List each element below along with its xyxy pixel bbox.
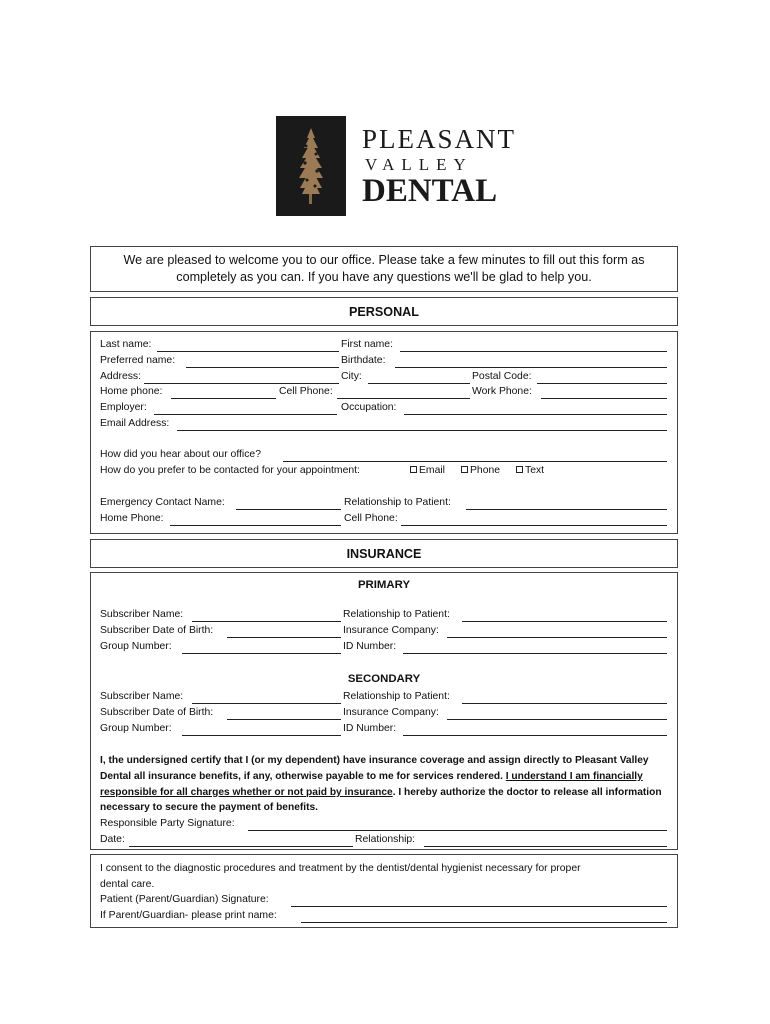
email-address-field[interactable]: [177, 430, 667, 431]
text-option-label: Text: [525, 465, 545, 476]
emergency-home-phone-field[interactable]: [170, 525, 341, 526]
certification-text-1: I, the undersigned certify that I (or my dependent) have insurance coverage and assign directly to Pleasant Valley Dental all insurance benefits, if any, otherwise payable to me for services rendered.: [100, 755, 649, 782]
secondary-group-number-field[interactable]: [182, 735, 341, 736]
secondary-group-number-label: Group Number:: [100, 723, 172, 734]
logo-line-pleasant: PLEASANT: [362, 124, 517, 154]
patient-signature-field[interactable]: [291, 906, 667, 907]
emergency-relationship-field[interactable]: [466, 509, 667, 510]
welcome-line-1: We are pleased to welcome you to our office. Please take a few minutes to fill out this form as: [123, 253, 645, 267]
print-name-field[interactable]: [301, 922, 667, 923]
responsible-signature-label: Responsible Party Signature:: [100, 818, 235, 829]
logo-line-dental: DENTAL: [362, 173, 498, 209]
employer-field[interactable]: [154, 414, 337, 415]
emergency-relationship-label: Relationship to Patient:: [344, 497, 451, 508]
relationship-short-field[interactable]: [424, 846, 667, 847]
last-name-label: Last name:: [100, 339, 152, 350]
phone-checkbox[interactable]: [461, 466, 468, 473]
home-phone-label: Home phone:: [100, 386, 163, 397]
occupation-field[interactable]: [404, 414, 667, 415]
contact-option-phone[interactable]: [461, 464, 500, 478]
consent-section: [90, 854, 678, 928]
preferred-name-label: Preferred name:: [100, 355, 176, 366]
primary-subscriber-dob-label: Subscriber Date of Birth:: [100, 625, 214, 636]
primary-subscriber-name-label: Subscriber Name:: [100, 609, 184, 620]
postal-code-label: Postal Code:: [472, 371, 532, 382]
responsible-signature-field[interactable]: [248, 830, 667, 831]
personal-heading: PERSONAL: [349, 305, 419, 319]
personal-section: [90, 331, 678, 534]
section-heading-insurance: [90, 539, 678, 568]
emergency-cell-phone-field[interactable]: [401, 525, 667, 526]
address-label: Address:: [100, 371, 142, 382]
birthdate-field[interactable]: [395, 367, 667, 368]
secondary-relationship-field[interactable]: [462, 703, 667, 704]
welcome-line-2: completely as you can. If you have any questions we'll be glad to help you.: [176, 270, 592, 284]
city-label: City:: [341, 371, 362, 382]
work-phone-field[interactable]: [541, 398, 667, 399]
home-phone-field[interactable]: [171, 398, 276, 399]
emergency-home-phone-label: Home Phone:: [100, 513, 164, 524]
contact-option-email[interactable]: [410, 464, 445, 478]
certification-text-financial: I understand I am financially responsible for all charges whether or not paid by insurance: [100, 770, 643, 798]
last-name-field[interactable]: [157, 351, 339, 352]
secondary-insurance-company-label: Insurance Company:: [343, 707, 439, 718]
logo-line-valley: VALLEY: [365, 155, 473, 174]
secondary-subscriber-name-label: Subscriber Name:: [100, 691, 184, 702]
contact-preference-label: How do you prefer to be contacted for your appointment:: [100, 465, 360, 476]
hear-about-field[interactable]: [283, 461, 667, 462]
text-checkbox[interactable]: [516, 466, 523, 473]
cell-phone-label: Cell Phone:: [279, 386, 333, 397]
relationship-short-label: Relationship:: [355, 834, 416, 845]
email-option-label: Email: [419, 465, 445, 476]
hear-about-label: How did you hear about our office?: [100, 449, 261, 460]
patient-signature-label: Patient (Parent/Guardian) Signature:: [100, 894, 269, 905]
first-name-label: First name:: [341, 339, 393, 350]
primary-group-number-label: Group Number:: [100, 641, 172, 652]
primary-group-number-field[interactable]: [182, 653, 341, 654]
welcome-message: [90, 246, 678, 292]
city-field[interactable]: [368, 383, 470, 384]
primary-insurance-company-field[interactable]: [447, 637, 667, 638]
birthdate-label: Birthdate:: [341, 355, 386, 366]
cell-phone-field[interactable]: [337, 398, 470, 399]
emergency-contact-label: Emergency Contact Name:: [100, 497, 225, 508]
phone-option-label: Phone: [470, 465, 501, 476]
employer-label: Employer:: [100, 402, 147, 413]
practice-logo: [276, 116, 517, 218]
insurance-section: [90, 572, 678, 850]
email-checkbox[interactable]: [410, 466, 417, 473]
secondary-id-number-field[interactable]: [403, 735, 667, 736]
certification-text-3: . I hereby authorize the doctor to release all information necessary to secure the payment of benefits.: [100, 786, 662, 814]
insurance-certification: [100, 753, 670, 816]
postal-code-field[interactable]: [537, 383, 667, 384]
work-phone-label: Work Phone:: [472, 386, 532, 397]
primary-insurance-company-label: Insurance Company:: [343, 625, 439, 636]
section-heading-personal: [90, 297, 678, 326]
secondary-subscriber-name-field[interactable]: [192, 703, 341, 704]
preferred-name-field[interactable]: [186, 367, 339, 368]
first-name-field[interactable]: [400, 351, 667, 352]
print-name-label: If Parent/Guardian- please print name:: [100, 910, 277, 921]
secondary-subscriber-dob-label: Subscriber Date of Birth:: [100, 707, 214, 718]
consent-text-line-1: I consent to the diagnostic procedures and treatment by the dentist/dental hygienist necessary for proper: [100, 863, 581, 874]
occupation-label: Occupation:: [341, 402, 397, 413]
secondary-relationship-label: Relationship to Patient:: [343, 691, 450, 702]
email-address-label: Email Address:: [100, 418, 170, 429]
contact-option-text[interactable]: [516, 464, 544, 478]
primary-subscriber-name-field[interactable]: [192, 621, 341, 622]
secondary-subscriber-dob-field[interactable]: [227, 719, 341, 720]
date-field[interactable]: [129, 846, 353, 847]
secondary-insurance-company-field[interactable]: [447, 719, 667, 720]
secondary-heading: SECONDARY: [347, 673, 421, 685]
emergency-cell-phone-label: Cell Phone:: [344, 513, 398, 524]
consent-text-line-2: dental care.: [100, 879, 155, 890]
logo-wordmark: [362, 124, 517, 209]
primary-relationship-label: Relationship to Patient:: [343, 609, 450, 620]
date-label: Date:: [100, 834, 125, 845]
primary-relationship-field[interactable]: [462, 621, 667, 622]
primary-subscriber-dob-field[interactable]: [227, 637, 341, 638]
insurance-heading: INSURANCE: [346, 547, 422, 561]
primary-id-number-label: ID Number:: [343, 641, 397, 652]
emergency-contact-field[interactable]: [236, 509, 341, 510]
secondary-id-number-label: ID Number:: [343, 723, 397, 734]
tree-logo-icon: [276, 116, 346, 216]
primary-id-number-field[interactable]: [403, 653, 667, 654]
address-field[interactable]: [144, 383, 339, 384]
primary-heading: PRIMARY: [357, 579, 411, 591]
